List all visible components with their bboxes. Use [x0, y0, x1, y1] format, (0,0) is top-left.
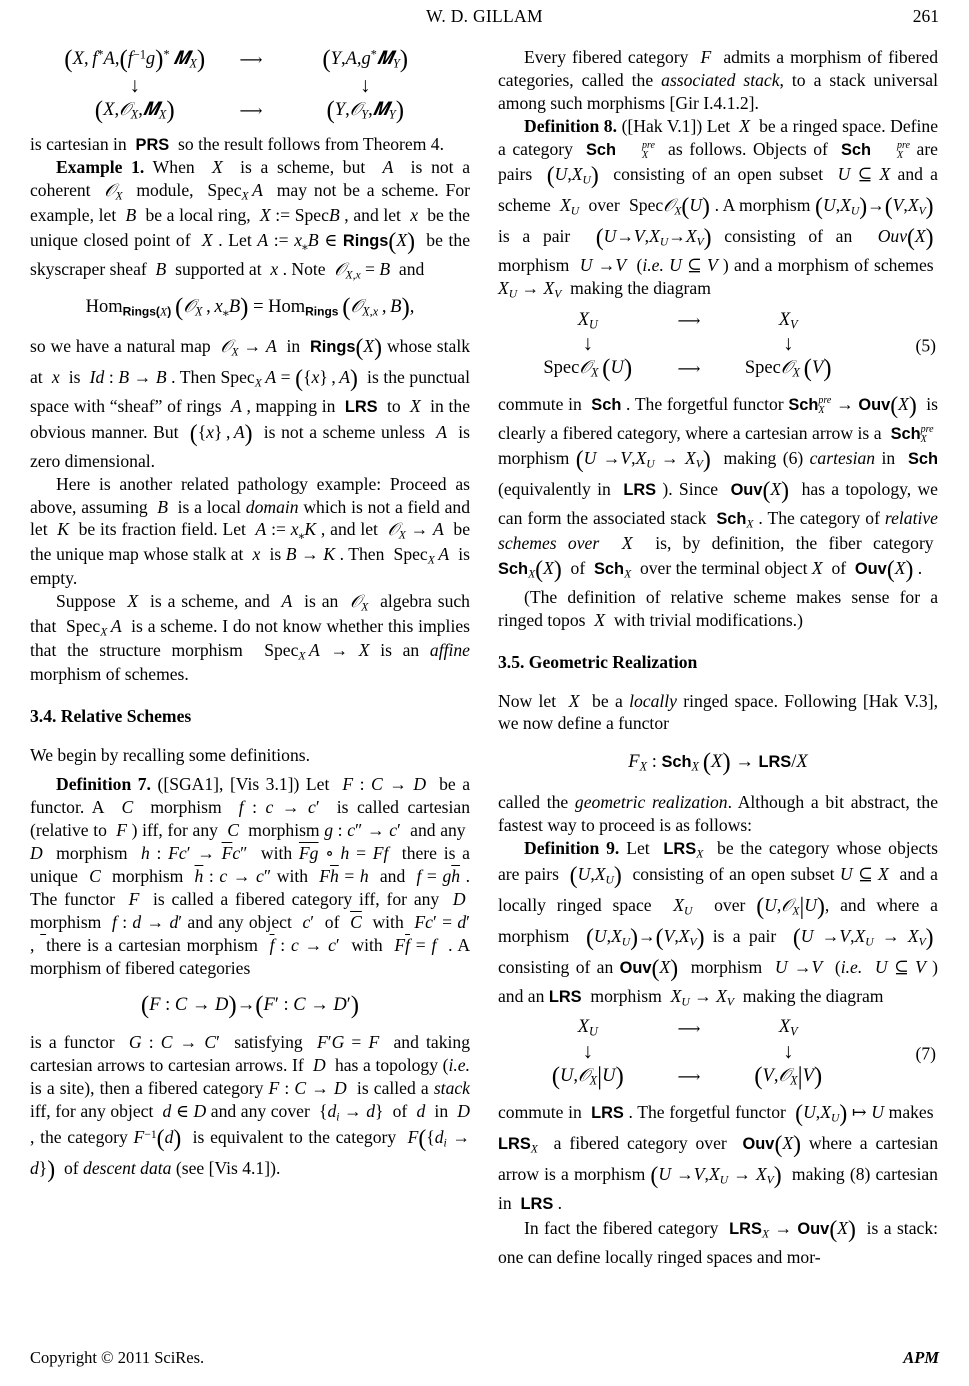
para-suppose: Suppose X is a scheme, and A is an 𝒪$_X$ algebra such that Spec$_X$ A is a scheme. I do not know whether this implies that the structure morphism Spec$_X$ A → X is an affine morphism of schemes.: [30, 591, 470, 685]
para-in-fact-stack: In fact the fibered category $LRS_X \to Ouv(X)$ is a stack: one can define locally ringed spaces and mor-: [498, 1217, 938, 1267]
para-now-let: Now let X be a locally ringed space. Following [Hak V.3], we now define a functor: [498, 690, 938, 734]
diagram-7-bottom-right: (V,𝒪$_X$|V): [754, 1062, 823, 1090]
definition-8-label: Definition 8.: [524, 115, 618, 136]
left-column: [30, 40, 470, 1269]
copyright-notice: Copyright © 2011 SciRes.: [30, 1348, 205, 1367]
para-every-fibered-category: Every fibered category F admits a morphism of fibered categories, called the associated stack, to a stack universal among such morphisms [Gir I.4.1.2].: [498, 47, 938, 113]
diagram-top: [30, 46, 470, 125]
diagram-5-bottom-right: Spec𝒪$_X$ (V): [744, 354, 832, 382]
diagram-5-h-arrow-1: ⟶: [677, 312, 699, 330]
equation-number-7: (7): [915, 1043, 936, 1064]
diagram-top-h-arrow-1: ⟶: [239, 52, 261, 69]
diagram-top-wrapper: [30, 46, 470, 125]
diagram-7: [498, 1017, 878, 1090]
para-functor-g: is a functor G : C → C′ satisfying F′G = F and taking cartesian arrows to cartesian arrows. If D has a topology (i.e. is a site), then a fibered category F : C → D is called a stack iff, for any object d ∈ D and any cover $\{d_i \to d\}$ of d in D , the category $F^{-1}(d)$ is equivalent to the category $F(\{d_i \to d\})$ of descent data (see [Vis 4.1]).: [30, 1032, 471, 1184]
diagram-7-top-right: $X_V$: [778, 1017, 798, 1039]
para-natural-map: so we have a natural map 𝒪$_X$ → A in Rings(X) whose stalk at x is Id : B → B . Then Spec$_X$ A = ({x} , A) is the punctual space with “sheaf” of rings A , mapping in LRS to X in the obvious manner. But ({x} , A) is not a scheme unless A is zero dimensional.: [30, 335, 471, 471]
diagram-5-bottom-left: Spec𝒪$_X$ (U): [543, 354, 633, 382]
definition-9-label: Definition 9.: [524, 837, 620, 858]
diagram-top-right: (Y,A,g*𝑴$_Y$): [322, 46, 409, 73]
morphism-fibered-equation: (F : C → D)→(F′ : C → D′): [140, 991, 360, 1019]
example-1-label: Example 1.: [56, 157, 145, 178]
running-head: [30, 0, 939, 36]
hom-equation: Hom$_{Rings(X)}$ (𝒪$_X$ , $x_⁎B) = Hom_{Rings}$ (𝒪$_{X,x}$ , B),: [85, 293, 415, 321]
diagram-top-h-arrow-2: ⟶: [239, 102, 261, 120]
diagram-5: [498, 310, 878, 383]
para-pathology: Here is another related pathology example: Proceed as above, assuming B is a local domain which is not a field and let K be its fraction field. Let A := $x_⁎K$ , and let 𝒪$_X$ → A be the unique map whose stalk at x is B → K . Then Spec$_X$ A is empty.: [30, 473, 471, 589]
para-cartesian-prs: is cartesian in PRS so the result follows from Theorem 4.: [30, 133, 445, 154]
para-called-geometric-realization: called the geometric realization. Although a bit abstract, the fastest way to proceed is as follows:: [498, 791, 938, 835]
para-definition-7: Definition 7. ([SGA1], [Vis 3.1]) Let F : C → D be a functor. A C morphism f : c → c′ is called cartesian (relative to F ) iff, for any C morphism g : c″ → c′ and any D morphism h : $Fc' \to \overline{F}c''$ with $\overline{Fg}$ ∘ h = Ff there is a unique C morphism $\overline{h}$ : c → c″ with $F\overline{h} = h$ and $f = g\overline{h}$ . The functor F is called a fibered category iff, for any D morphism f : d → d′ and any object c′ of $\overline{C}$ with Fc′ = d′ , there is a cartesian morphism $\overline{f}$ : c → c′ with $F\overline{f} = f$ . A morphism of fibered categories: [30, 774, 471, 978]
diagram-7-h-arrow-1: ⟶: [677, 1020, 699, 1038]
right-column: [498, 40, 938, 1269]
diagram-5-h-arrow-2: ⟶: [677, 360, 699, 378]
diagram-7-top-left: $X_U$: [577, 1017, 598, 1039]
para-commute-sch: commute in Sch . The forgetful functor Sch pre X → Ouv(X) is clearly a fibered category, where a cartesian arrow is a Sch pre X morphism $(U \to V,X_U \to X_V)$ making (6) cartesian in Sch (equivalently in LRS ). Since Ouv(X) has a topology, we can form the associated stack Sch$_X$ . The category of relative schemes over X is, by definition, the fiber category Sch$_X$(X) of Sch$_X$ over the terminal object X of Ouv(X) .: [498, 392, 939, 583]
diagram-top-v-arrow-right: ↓: [359, 73, 371, 97]
diagram-top-bottom-right: (Y,𝒪$_Y$,𝑴$_Y$): [326, 96, 405, 124]
diagram-5-top-left: $X_U$: [577, 309, 598, 331]
equation-number-5: (5): [915, 335, 936, 356]
diagram-7-h-arrow-2: ⟶: [677, 1068, 699, 1086]
page-number: 261: [912, 6, 939, 26]
diagram-7-wrapper: [498, 1017, 938, 1090]
running-head-author: W. D. GILLAM: [426, 6, 543, 26]
diagram-5-v-arrow-left: ↓: [582, 330, 594, 355]
diagram-top-v-arrow-left: ↓: [129, 73, 141, 97]
functor-fx-equation: $F_X$ : Sch$_X$ (X) → LRS/X: [628, 749, 808, 777]
para-example-1: Example 1. When X is a scheme, but A is not a coherent 𝒪$_X$ module, Spec$_X$ A may not be a scheme. For example, let B be a local ring, X := SpecB , and let x be the unique closed point of X . Let A := $x_⁎B$ ∈ Rings(X) be the skyscraper sheaf B supported at x . Note 𝒪$_{X,x}$ = B and: [30, 157, 471, 281]
section-heading-3-4: 3.4. Relative Schemes: [30, 706, 192, 727]
para-definition-9: Definition 9. Let $LRS_X$ be the category whose objects are pairs $(U,X_U)$ consisting of an open subset U ⊆ X and a locally ringed space $X_U$ over (U,𝒪$_X$|U), and where a morphism $(U,X_U)\to(V,X_V)$ is a pair $(U \to V,X_U \to X_V)$ consisting of an Ouv(X) morphism U →V (i.e. U ⊆ V ) and an LRS morphism $X_U \to X_V$ making the diagram: [498, 837, 939, 1009]
para-commute-lrs: commute in LRS . The forgetful functor $(U,X_U)$ ↦ U makes $LRS_X$ a fibered category over Ouv(X) where a cartesian arrow is a morphism $(U \to V,X_U \to X_V)$ making (8) cartesian in LRS .: [498, 1100, 938, 1213]
para-ringed-topos: (The definition of relative scheme makes sense for a ringed topos X with trivial modifications.): [498, 586, 938, 630]
diagram-5-top-right: $X_V$: [778, 309, 798, 331]
diagram-top-bottom-left: (X,𝒪$_X$,𝑴$_X$): [94, 96, 175, 124]
diagram-5-v-arrow-right: ↓: [782, 330, 794, 355]
diagram-7-bottom-left: (U,𝒪$_X$|U): [551, 1062, 624, 1090]
para-definition-8: Definition 8. ([Hak V.1]) Let X be a ringed space. Define a category Sch pre X as follows. Objects of Sch pre X are pairs $(U,X_U)$ consisting of an open subset U ⊆ X and a scheme $X_U$ over Spec𝒪$_X$(U) . A morphism $(U,X_U)\to(V,X_V)$ is a pair $(U\to V,X_U\to X_V)$ consisting of an Ouv(X) morphism U →V (i.e. U ⊆ V ) and a morphism of schemes $X_U \to X_V$ making the diagram: [498, 115, 939, 301]
diagram-top-left: (X, $f^*A,(f^{-1}g)^*$ 𝑴$_X$): [64, 46, 206, 73]
body-columns: [30, 40, 939, 1269]
journal-abbreviation: APM: [903, 1348, 939, 1367]
definition-7-label: Definition 7.: [56, 774, 151, 795]
diagram-7-v-arrow-left: ↓: [582, 1038, 594, 1063]
para-begin-definitions: We begin by recalling some definitions.: [30, 745, 311, 766]
diagram-7-v-arrow-right: ↓: [782, 1038, 794, 1063]
diagram-5-wrapper: [498, 310, 938, 383]
section-heading-3-5: 3.5. Geometric Realization: [498, 651, 698, 672]
page-footer: [30, 1348, 939, 1368]
